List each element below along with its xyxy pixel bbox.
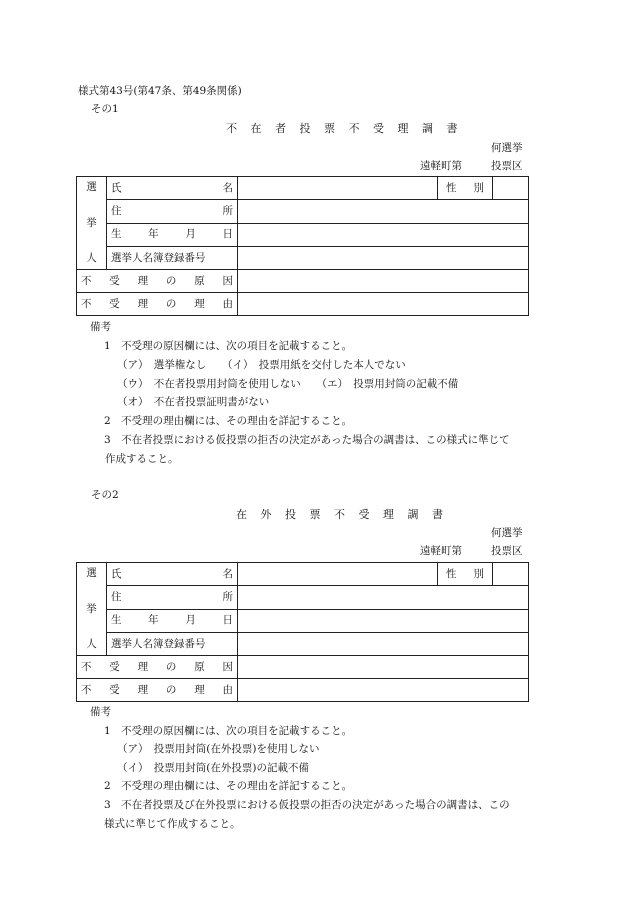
voter-label-char: 挙: [86, 602, 97, 615]
sex-field[interactable]: [493, 177, 529, 200]
sex-label: 性 別: [438, 563, 493, 586]
cause-label: 不 受 理 の 原 因: [77, 270, 238, 293]
section2-note: （ア） 投票用封筒(在外投票)を使用しない: [117, 743, 320, 755]
cause-field[interactable]: [238, 270, 529, 293]
section2-note: （イ） 投票用封筒(在外投票)の記載不備: [117, 762, 309, 774]
form-number: 様式第43号(第47条、第49条関係): [78, 85, 242, 97]
reason-label: 不 受 理 の 理 由: [77, 679, 238, 702]
name-label: 氏 名: [107, 177, 238, 200]
section1-note: （オ） 不在者投票証明書がない: [117, 396, 270, 408]
section1-note: （ウ） 不在者投票用封筒を使用しない （エ） 投票用封筒の記載不備: [117, 378, 459, 390]
voter-label-char: 選: [86, 181, 97, 193]
reason-field[interactable]: [238, 293, 529, 316]
section1-form-table: [76, 176, 529, 316]
name-label: 氏 名: [107, 563, 238, 586]
section2-note: 様式に準じて作成すること。: [104, 818, 241, 830]
name-field[interactable]: [238, 177, 438, 200]
voter-label-char: 選: [86, 567, 97, 579]
section1-note: 3 不在者投票における仮投票の拒否の決定があった場合の調書は、この様式に準じて: [104, 434, 510, 446]
birth-label: 生 年 月 日: [107, 609, 238, 632]
address-field[interactable]: [238, 586, 529, 609]
section1-note: （ア） 選挙権なし （イ） 投票用紙を交付した本人でない: [117, 359, 406, 371]
voter-label-char: 人: [86, 252, 97, 265]
section2-note: 1 不受理の原因欄には、次の項目を記載すること。: [104, 725, 353, 737]
section1-town-label: 遠軽町第: [420, 160, 462, 172]
section1-note: 2 不受理の理由欄には、その理由を詳記すること。: [104, 415, 353, 427]
birth-field[interactable]: [238, 223, 529, 246]
section2-district-label: 投票区: [491, 545, 523, 557]
section1-title: 不 在 者 投 票 不 受 理 調 書: [226, 122, 463, 135]
section2-form-table: [76, 562, 529, 702]
section1-note: 作成すること。: [105, 453, 179, 465]
birth-label: 生 年 月 日: [107, 223, 238, 246]
section2-which-election: 何選挙: [491, 527, 523, 539]
part2-label: その2: [91, 489, 119, 501]
address-label: 住 所: [107, 200, 238, 223]
section1-remarks-title: 備考: [90, 321, 111, 333]
voter-label-char: 人: [86, 638, 97, 651]
section1-note: 1 不受理の原因欄には、次の項目を記載すること。: [104, 340, 353, 352]
section2-title: 在 外 投 票 不 受 理 調 書: [236, 508, 448, 521]
registry-label: 選挙人名簿登録番号: [107, 632, 238, 655]
sex-label: 性 別: [438, 177, 493, 200]
section2-note: 3 不在者投票及び在外投票における仮投票の拒否の決定があった場合の調書は、この: [104, 799, 510, 811]
address-label: 住 所: [107, 586, 238, 609]
section1-district-label: 投票区: [491, 160, 523, 172]
sex-field[interactable]: [493, 563, 529, 586]
voter-label-cell: [77, 563, 107, 656]
cause-field[interactable]: [238, 656, 529, 679]
cause-label: 不 受 理 の 原 因: [77, 656, 238, 679]
registry-field[interactable]: [238, 632, 529, 655]
registry-label: 選挙人名簿登録番号: [107, 246, 238, 269]
name-field[interactable]: [238, 563, 438, 586]
reason-field[interactable]: [238, 679, 529, 702]
section2-note: 2 不受理の理由欄には、その理由を詳記すること。: [104, 780, 353, 792]
voter-label-char: 挙: [86, 216, 97, 229]
reason-label: 不 受 理 の 理 由: [77, 293, 238, 316]
birth-field[interactable]: [238, 609, 529, 632]
part1-label: その1: [91, 103, 119, 115]
registry-field[interactable]: [238, 246, 529, 269]
voter-label-cell: [77, 177, 107, 270]
section1-which-election: 何選挙: [491, 142, 523, 154]
section2-town-label: 遠軽町第: [420, 545, 462, 557]
section2-remarks-title: 備考: [90, 706, 111, 718]
address-field[interactable]: [238, 200, 529, 223]
